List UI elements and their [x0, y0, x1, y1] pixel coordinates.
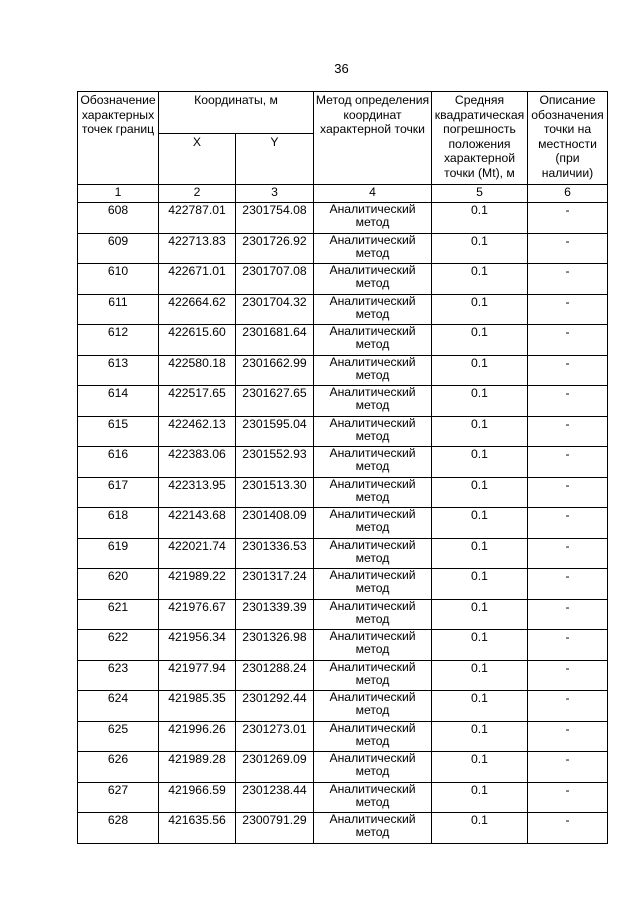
error-cell: 0.1	[432, 569, 528, 600]
description-cell: -	[528, 782, 608, 813]
y-coordinate-cell: 2301552.93	[236, 447, 314, 478]
x-coordinate-cell: 422383.06	[159, 447, 236, 478]
description-cell: -	[528, 203, 608, 234]
x-coordinate-cell: 422143.68	[159, 508, 236, 539]
method-cell: Аналитический метод	[314, 477, 432, 508]
table-row	[78, 752, 608, 783]
error-cell: 0.1	[432, 508, 528, 539]
error-cell: 0.1	[432, 782, 528, 813]
description-cell: -	[528, 477, 608, 508]
table-row	[78, 386, 608, 417]
method-cell: Аналитический метод	[314, 660, 432, 691]
error-cell: 0.1	[432, 203, 528, 234]
error-cell: 0.1	[432, 477, 528, 508]
method-cell: Аналитический метод	[314, 599, 432, 630]
method-cell: Аналитический метод	[314, 569, 432, 600]
table-row	[78, 233, 608, 264]
y-coordinate-cell: 2301269.09	[236, 752, 314, 783]
y-coordinate-cell: 2301681.64	[236, 325, 314, 356]
y-coordinate-cell: 2301339.39	[236, 599, 314, 630]
description-cell: -	[528, 294, 608, 325]
table-row	[78, 325, 608, 356]
table-row	[78, 813, 608, 844]
point-cell: 611	[78, 294, 159, 325]
error-cell: 0.1	[432, 294, 528, 325]
x-coordinate-cell: 421985.35	[159, 691, 236, 722]
y-coordinate-cell: 2301627.65	[236, 386, 314, 417]
y-coordinate-cell: 2301317.24	[236, 569, 314, 600]
point-cell: 621	[78, 599, 159, 630]
point-cell: 617	[78, 477, 159, 508]
x-coordinate-cell: 421966.59	[159, 782, 236, 813]
method-cell: Аналитический метод	[314, 233, 432, 264]
method-cell: Аналитический метод	[314, 630, 432, 661]
table-row	[78, 203, 608, 234]
error-cell: 0.1	[432, 325, 528, 356]
description-cell: -	[528, 386, 608, 417]
table-row	[78, 355, 608, 386]
x-coordinate-cell: 422313.95	[159, 477, 236, 508]
description-cell: -	[528, 752, 608, 783]
x-coordinate-cell: 422664.62	[159, 294, 236, 325]
description-cell: -	[528, 416, 608, 447]
method-cell: Аналитический метод	[314, 508, 432, 539]
description-cell: -	[528, 355, 608, 386]
y-coordinate-cell: 2301754.08	[236, 203, 314, 234]
x-coordinate-cell: 422580.18	[159, 355, 236, 386]
description-cell: -	[528, 264, 608, 295]
table-row	[78, 660, 608, 691]
error-cell: 0.1	[432, 538, 528, 569]
y-coordinate-cell: 2300791.29	[236, 813, 314, 844]
method-cell: Аналитический метод	[314, 721, 432, 752]
method-cell: Аналитический метод	[314, 691, 432, 722]
error-cell: 0.1	[432, 264, 528, 295]
table-row	[78, 691, 608, 722]
y-coordinate-cell: 2301273.01	[236, 721, 314, 752]
x-coordinate-cell: 421996.26	[159, 721, 236, 752]
boundary-points-table	[77, 91, 608, 844]
point-cell: 613	[78, 355, 159, 386]
description-cell: -	[528, 721, 608, 752]
point-cell: 623	[78, 660, 159, 691]
table-row	[78, 294, 608, 325]
table-body	[78, 203, 608, 844]
method-cell: Аналитический метод	[314, 782, 432, 813]
point-cell: 614	[78, 386, 159, 417]
point-cell: 618	[78, 508, 159, 539]
header-description: Описание обозначения точки на местности (при наличии)	[528, 92, 608, 185]
header-y: Y	[236, 134, 314, 185]
method-cell: Аналитический метод	[314, 813, 432, 844]
y-coordinate-cell: 2301408.09	[236, 508, 314, 539]
y-coordinate-cell: 2301662.99	[236, 355, 314, 386]
error-cell: 0.1	[432, 355, 528, 386]
y-coordinate-cell: 2301726.92	[236, 233, 314, 264]
method-cell: Аналитический метод	[314, 203, 432, 234]
point-cell: 624	[78, 691, 159, 722]
error-cell: 0.1	[432, 447, 528, 478]
y-coordinate-cell: 2301292.44	[236, 691, 314, 722]
x-coordinate-cell: 422021.74	[159, 538, 236, 569]
point-cell: 610	[78, 264, 159, 295]
description-cell: -	[528, 569, 608, 600]
description-cell: -	[528, 813, 608, 844]
error-cell: 0.1	[432, 386, 528, 417]
y-coordinate-cell: 2301513.30	[236, 477, 314, 508]
header-method: Метод определения координат характерной точки	[314, 92, 432, 185]
method-cell: Аналитический метод	[314, 538, 432, 569]
table-row	[78, 538, 608, 569]
point-cell: 619	[78, 538, 159, 569]
x-coordinate-cell: 421976.67	[159, 599, 236, 630]
method-cell: Аналитический метод	[314, 325, 432, 356]
table-row	[78, 630, 608, 661]
column-number: 2	[159, 185, 236, 203]
y-coordinate-cell: 2301595.04	[236, 416, 314, 447]
x-coordinate-cell: 422615.60	[159, 325, 236, 356]
point-cell: 622	[78, 630, 159, 661]
description-cell: -	[528, 233, 608, 264]
point-cell: 609	[78, 233, 159, 264]
point-cell: 628	[78, 813, 159, 844]
x-coordinate-cell: 422787.01	[159, 203, 236, 234]
table-row	[78, 599, 608, 630]
error-cell: 0.1	[432, 813, 528, 844]
description-cell: -	[528, 508, 608, 539]
x-coordinate-cell: 422671.01	[159, 264, 236, 295]
table-row	[78, 508, 608, 539]
description-cell: -	[528, 325, 608, 356]
error-cell: 0.1	[432, 599, 528, 630]
error-cell: 0.1	[432, 660, 528, 691]
column-numbers-row	[78, 185, 608, 203]
error-cell: 0.1	[432, 233, 528, 264]
error-cell: 0.1	[432, 752, 528, 783]
description-cell: -	[528, 599, 608, 630]
point-cell: 626	[78, 752, 159, 783]
point-cell: 608	[78, 203, 159, 234]
description-cell: -	[528, 538, 608, 569]
y-coordinate-cell: 2301704.32	[236, 294, 314, 325]
x-coordinate-cell: 421977.94	[159, 660, 236, 691]
point-cell: 620	[78, 569, 159, 600]
y-coordinate-cell: 2301288.24	[236, 660, 314, 691]
table-row	[78, 721, 608, 752]
point-cell: 616	[78, 447, 159, 478]
x-coordinate-cell: 422713.83	[159, 233, 236, 264]
method-cell: Аналитический метод	[314, 416, 432, 447]
method-cell: Аналитический метод	[314, 294, 432, 325]
method-cell: Аналитический метод	[314, 264, 432, 295]
error-cell: 0.1	[432, 691, 528, 722]
error-cell: 0.1	[432, 416, 528, 447]
table-row	[78, 477, 608, 508]
x-coordinate-cell: 422517.65	[159, 386, 236, 417]
header-coordinates: Координаты, м	[159, 92, 314, 134]
header-designation: Обозначение характерных точек границ	[78, 92, 159, 185]
column-number: 5	[432, 185, 528, 203]
error-cell: 0.1	[432, 721, 528, 752]
header-error: Средняя квадратическая погрешность положения характерной точки (Mt), м	[432, 92, 528, 185]
y-coordinate-cell: 2301326.98	[236, 630, 314, 661]
column-number: 4	[314, 185, 432, 203]
page-number: 36	[334, 61, 349, 76]
table-row	[78, 416, 608, 447]
method-cell: Аналитический метод	[314, 752, 432, 783]
x-coordinate-cell: 421956.34	[159, 630, 236, 661]
table-row	[78, 447, 608, 478]
y-coordinate-cell: 2301238.44	[236, 782, 314, 813]
method-cell: Аналитический метод	[314, 386, 432, 417]
column-number: 3	[236, 185, 314, 203]
description-cell: -	[528, 447, 608, 478]
point-cell: 615	[78, 416, 159, 447]
y-coordinate-cell: 2301336.53	[236, 538, 314, 569]
y-coordinate-cell: 2301707.08	[236, 264, 314, 295]
x-coordinate-cell: 421989.22	[159, 569, 236, 600]
x-coordinate-cell: 422462.13	[159, 416, 236, 447]
point-cell: 625	[78, 721, 159, 752]
description-cell: -	[528, 691, 608, 722]
x-coordinate-cell: 421635.56	[159, 813, 236, 844]
description-cell: -	[528, 660, 608, 691]
method-cell: Аналитический метод	[314, 447, 432, 478]
column-number: 1	[78, 185, 159, 203]
method-cell: Аналитический метод	[314, 355, 432, 386]
description-cell: -	[528, 630, 608, 661]
header-x: X	[159, 134, 236, 185]
table-row	[78, 264, 608, 295]
table-row	[78, 569, 608, 600]
point-cell: 627	[78, 782, 159, 813]
table-row	[78, 782, 608, 813]
error-cell: 0.1	[432, 630, 528, 661]
point-cell: 612	[78, 325, 159, 356]
x-coordinate-cell: 421989.28	[159, 752, 236, 783]
column-number: 6	[528, 185, 608, 203]
